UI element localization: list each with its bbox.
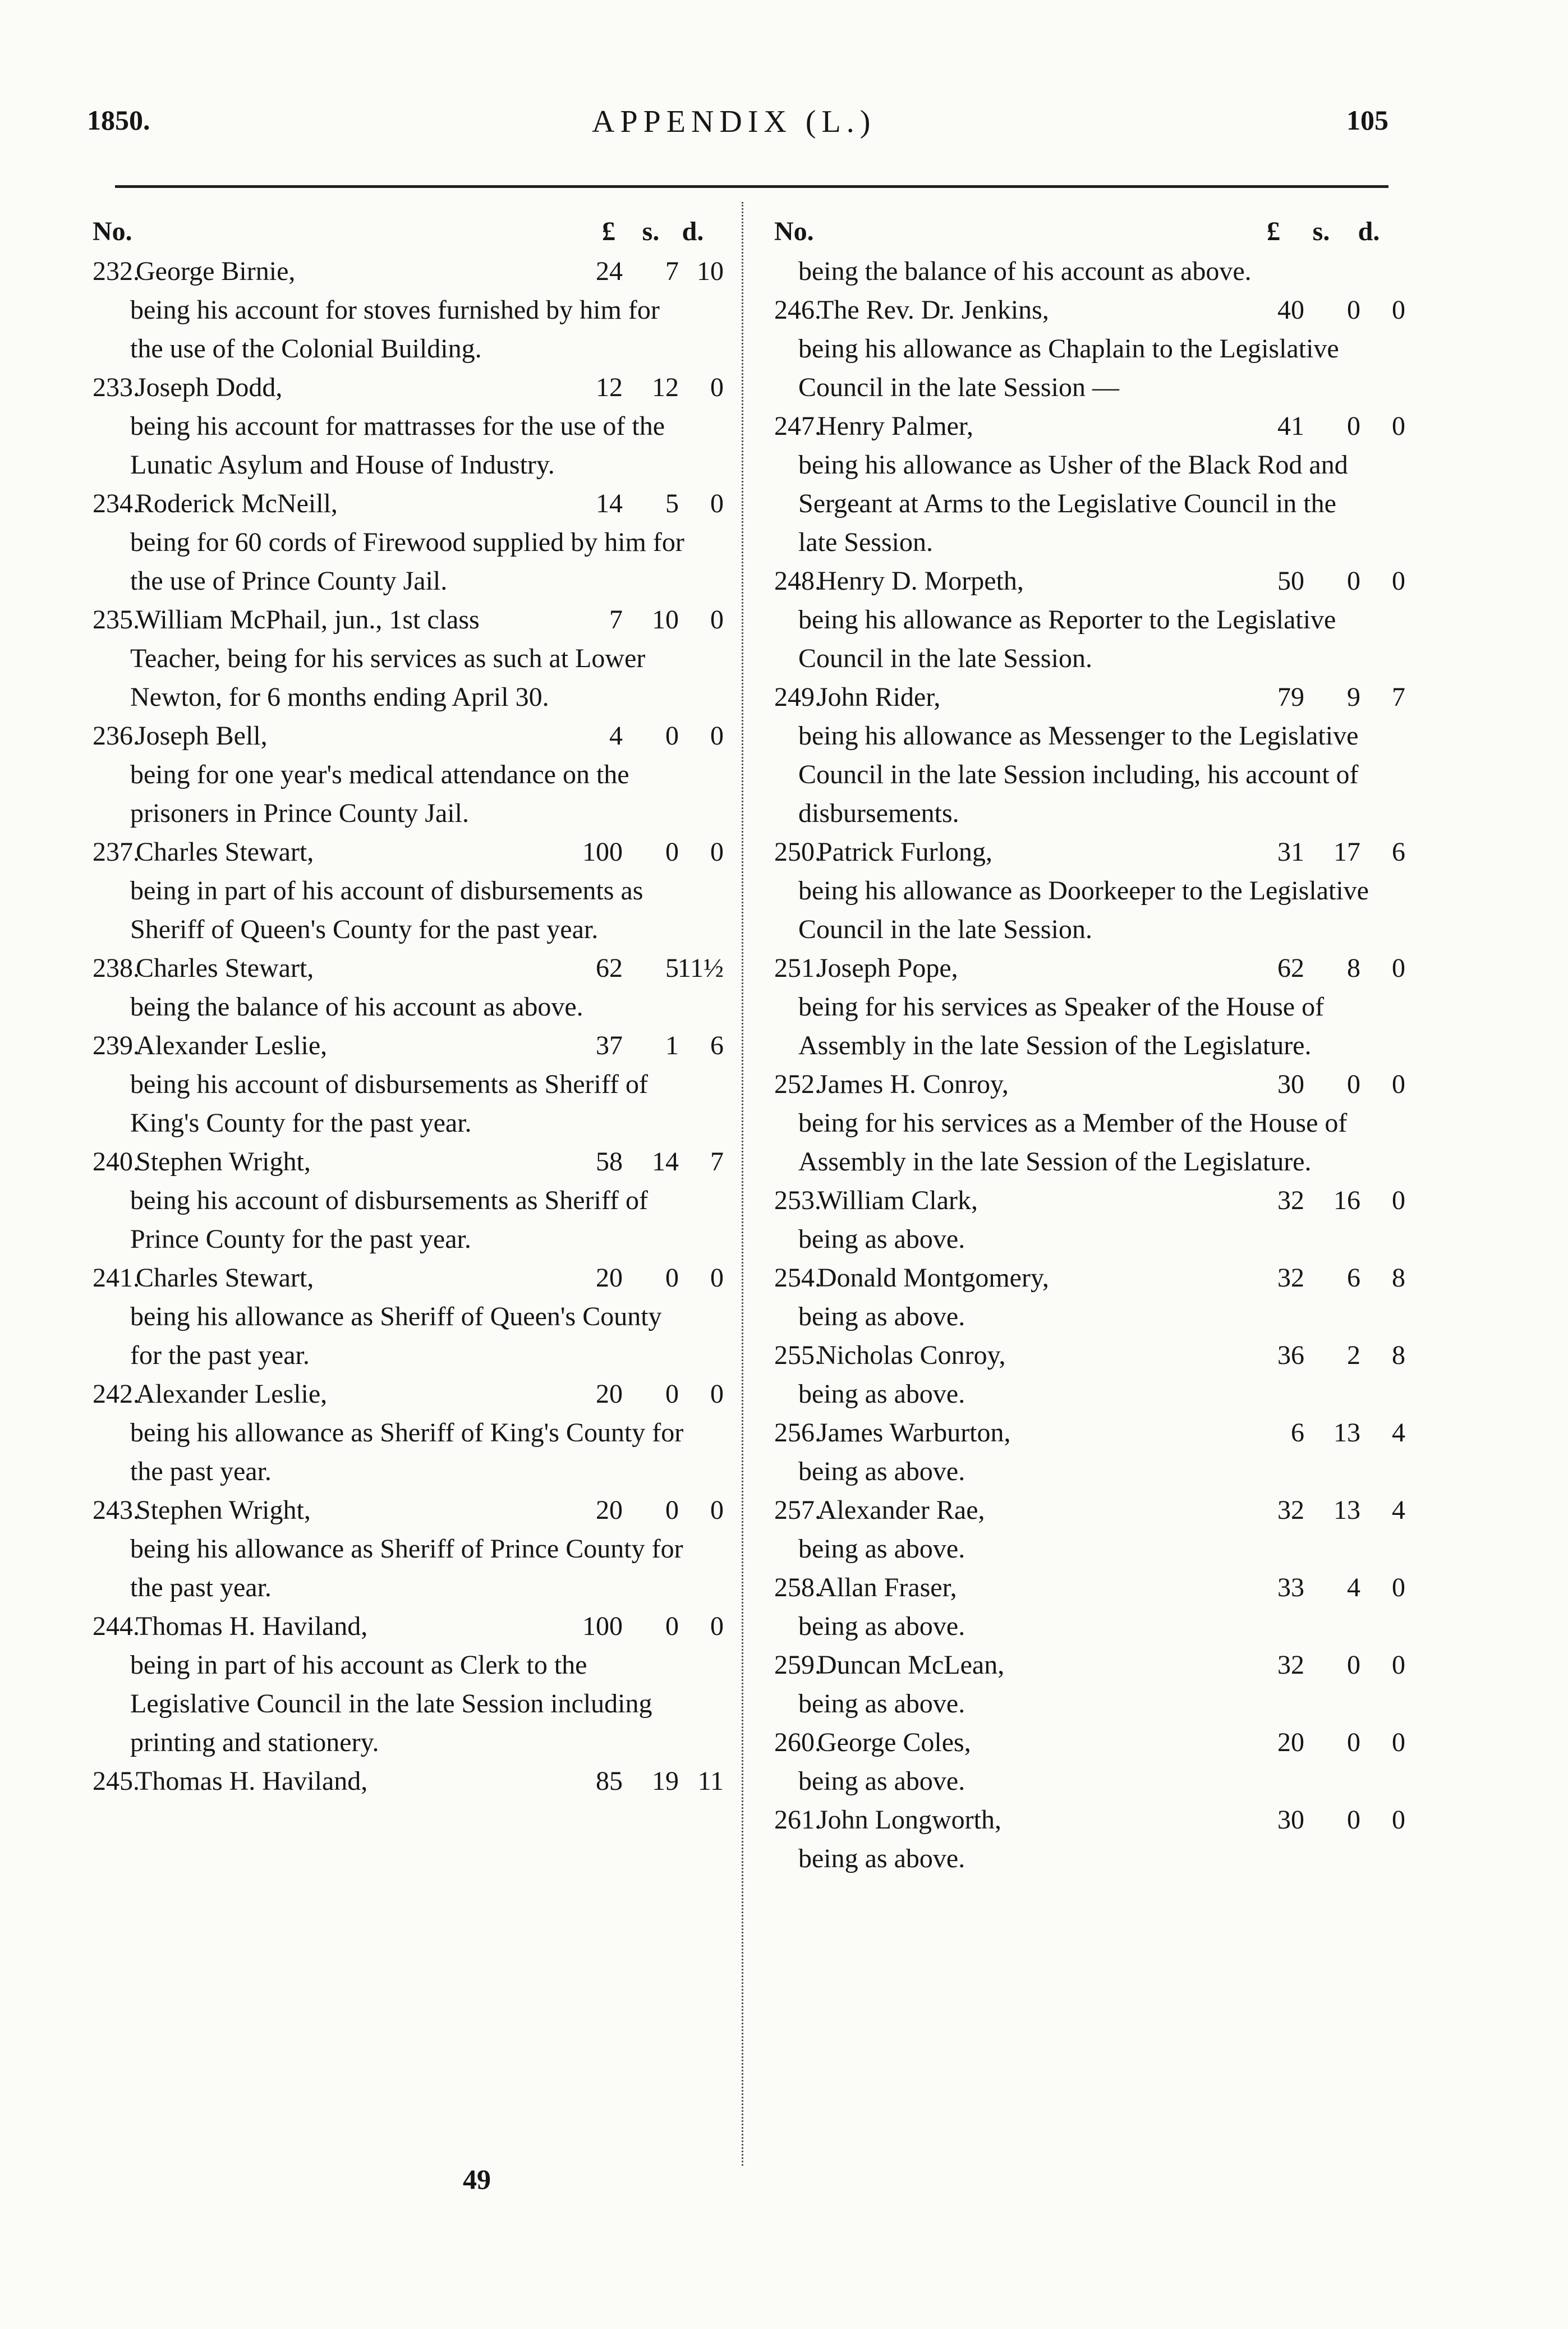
entry-description: being as above. (798, 1689, 965, 1719)
entry-number: 256. (774, 1418, 821, 1448)
entry-name: Nicholas Conroy, (817, 1340, 1006, 1370)
col-pence-label: d. (682, 217, 704, 246)
entry-description: being as above. (798, 1379, 965, 1409)
entry-name: Charles Stewart, (136, 953, 314, 983)
entry-description: being as above. (798, 1611, 965, 1641)
entry-shillings: 6 (1347, 1263, 1360, 1293)
entry-pounds: 20 (596, 1495, 623, 1525)
entry-name: William McPhail, jun., 1st class (136, 605, 480, 635)
entry-heading (84, 1026, 724, 1065)
ledger-entry (766, 833, 1405, 949)
ledger-entry (766, 1065, 1405, 1181)
ledger-entry (766, 678, 1405, 833)
entry-pence: 0 (1392, 1805, 1405, 1835)
entry-name: Joseph Dodd, (136, 373, 283, 402)
entry-heading (766, 1800, 1405, 1839)
entry-heading (84, 1258, 724, 1297)
entry-heading (84, 1375, 724, 1413)
entry-shillings: 0 (1347, 411, 1360, 441)
entry-shillings: 4 (1347, 1573, 1360, 1602)
entry-heading (766, 678, 1405, 716)
entry-number: 260. (774, 1728, 821, 1757)
entry-pence: 0 (710, 373, 724, 402)
entry-pence: 6 (1392, 837, 1405, 867)
entry-name: Alexander Leslie, (136, 1031, 328, 1060)
entry-pence: 0 (710, 1263, 724, 1293)
entry-name: Duncan McLean, (817, 1650, 1005, 1680)
entry-name: Patrick Furlong, (817, 837, 992, 867)
entry-heading (766, 833, 1405, 871)
entry-number: 244. (93, 1611, 140, 1641)
ledger-entry (84, 252, 724, 368)
entry-heading (84, 1491, 724, 1529)
entry-pounds: 32 (1277, 1495, 1304, 1525)
entry-description: being as above. (798, 1302, 965, 1331)
entry-pounds: 85 (596, 1766, 623, 1796)
entry-shillings: 10 (652, 605, 679, 635)
entry-number: 255. (774, 1340, 821, 1370)
ledger-entry (766, 1336, 1405, 1413)
ledger-entry (766, 1646, 1405, 1723)
entry-pence: 0 (1392, 566, 1405, 596)
entry-number: 238. (93, 953, 140, 983)
entry-pounds: 33 (1277, 1573, 1304, 1602)
entry-shillings: 0 (665, 1611, 679, 1641)
entry-pounds: 6 (1291, 1418, 1304, 1448)
entry-heading (84, 1607, 724, 1646)
entry-number: 245. (93, 1766, 140, 1796)
entry-pence: 0 (710, 605, 724, 635)
entry-name: John Rider, (817, 682, 941, 712)
ledger-entry (84, 1762, 724, 1800)
ledger-entry (84, 1375, 724, 1491)
entry-pence: 0 (710, 489, 724, 518)
page-number: 105 (1346, 104, 1388, 136)
entry-name: Joseph Bell, (136, 721, 268, 751)
entry-name: George Birnie, (136, 256, 296, 286)
entry-heading (766, 562, 1405, 600)
entry-pence: 0 (1392, 295, 1405, 325)
entry-name: Alexander Leslie, (136, 1379, 328, 1409)
entry-pence: 11 (697, 1766, 724, 1796)
col-shilling-label: s. (1312, 217, 1330, 246)
entry-shillings: 19 (652, 1766, 679, 1796)
entry-pounds: 14 (596, 489, 623, 518)
col-pence-label: d. (1358, 217, 1380, 246)
ledger-entry (766, 1491, 1405, 1568)
entry-name: Stephen Wright, (136, 1147, 311, 1177)
entry-number: 257. (774, 1495, 821, 1525)
col-no-label: No. (93, 217, 132, 246)
entry-number: 247. (774, 411, 821, 441)
entry-name: William Clark, (817, 1186, 978, 1215)
entry-pounds: 62 (596, 953, 623, 983)
entry-pounds: 4 (609, 721, 623, 751)
entry-pence: 0 (710, 1611, 724, 1641)
entry-heading (766, 1646, 1405, 1684)
entry-heading (84, 949, 724, 987)
ledger-entry (84, 1607, 724, 1762)
entry-pence: 0 (1392, 1069, 1405, 1099)
ledger-entry (84, 1142, 724, 1258)
entry-number: 246. (774, 295, 821, 325)
entry-name: Charles Stewart, (136, 837, 314, 867)
entry-number: 241. (93, 1263, 140, 1293)
entry-description: being in part of his account as Clerk to the Legislative Council in the late Session including printing and stationery. (130, 1650, 652, 1757)
ledger-entry (766, 407, 1405, 562)
entry-pounds: 7 (609, 605, 623, 635)
entry-pounds: 24 (596, 256, 623, 286)
entry-number: 250. (774, 837, 821, 867)
entry-name: Henry D. Morpeth, (817, 566, 1024, 596)
entry-description: being for 60 cords of Firewood supplied by him for the use of Prince County Jail. (130, 527, 684, 596)
header-title: APPENDIX (L.) (592, 104, 876, 139)
entry-pounds: 100 (582, 837, 623, 867)
entry-heading (766, 1181, 1405, 1220)
entry-description: being as above. (798, 1766, 965, 1796)
entry-description: being as above. (798, 1457, 965, 1486)
entry-pounds: 50 (1277, 566, 1304, 596)
entry-name: John Longworth, (817, 1805, 1001, 1835)
col-pound-label: £ (1267, 217, 1280, 246)
col-pound-label: £ (602, 217, 615, 246)
entry-pounds: 30 (1277, 1069, 1304, 1099)
entry-pence: 8 (1392, 1263, 1405, 1293)
entry-pounds: 41 (1277, 411, 1304, 441)
ledger-entry (766, 1568, 1405, 1646)
entry-pence: 0 (710, 837, 724, 867)
ledger-entry (766, 1800, 1405, 1878)
entry-pence: 0 (1392, 411, 1405, 441)
right-column (766, 216, 1405, 1878)
entry-number: 251. (774, 953, 821, 983)
entry-shillings: 0 (665, 1263, 679, 1293)
ledger-entry (84, 1026, 724, 1142)
entry-description: being as above. (798, 1534, 965, 1564)
entry-number: 261. (774, 1805, 821, 1835)
entry-number: 234. (93, 489, 140, 518)
entry-shillings: 0 (665, 1495, 679, 1525)
entry-shillings: 0 (665, 837, 679, 867)
entry-name: Alexander Rae, (817, 1495, 985, 1525)
entry-number: 233. (93, 373, 140, 402)
entry-heading (766, 1065, 1405, 1104)
entry-pounds: 31 (1277, 837, 1304, 867)
entry-shillings: 0 (1347, 1728, 1360, 1757)
entry-number: 254. (774, 1263, 821, 1293)
entry-pounds: 37 (596, 1031, 623, 1060)
entry-pence: 0 (710, 1495, 724, 1525)
entry-description: being his account of disbursements as Sheriff of Prince County for the past year. (130, 1186, 648, 1254)
entry-pounds: 36 (1277, 1340, 1304, 1370)
entry-pence: 0 (1392, 953, 1405, 983)
left-column (84, 216, 724, 1800)
entry-description: being his allowance as Chaplain to the Legislative Council in the late Session — (798, 334, 1339, 402)
entry-heading (84, 600, 724, 639)
entry-pence: 0 (1392, 1650, 1405, 1680)
entry-shillings: 0 (1347, 1650, 1360, 1680)
entry-pounds: 20 (596, 1379, 623, 1409)
col-shilling-label: s. (642, 217, 660, 246)
entry-name: Henry Palmer, (817, 411, 973, 441)
entry-pence: 4 (1392, 1418, 1405, 1448)
entry-description: being his allowance as Sheriff of Queen's County for the past year. (130, 1302, 662, 1370)
entry-pence: 11½ (677, 953, 724, 983)
entry-pounds: 32 (1277, 1263, 1304, 1293)
right-column-header (766, 216, 1400, 252)
entry-pounds: 62 (1277, 953, 1304, 983)
entry-heading (766, 1568, 1405, 1607)
entry-description: being the balance of his account as above. (798, 256, 1252, 286)
entry-shillings: 8 (1347, 953, 1360, 983)
entry-pence: 4 (1392, 1495, 1405, 1525)
entry-heading (766, 1491, 1405, 1529)
ledger-entry (84, 368, 724, 484)
entry-description: being his allowance as Messenger to the Legislative Council in the late Session including, his account of disbursements. (798, 721, 1359, 828)
entry-number: 236. (93, 721, 140, 751)
ledger-entry (84, 716, 724, 833)
entry-description: being in part of his account of disbursements as Sheriff of Queen's County for the past year. (130, 876, 643, 944)
entry-number: 249. (774, 682, 821, 712)
ledger-entry (84, 600, 724, 716)
entry-pounds: 40 (1277, 295, 1304, 325)
entry-pounds: 79 (1277, 682, 1304, 712)
entry-pence: 6 (710, 1031, 724, 1060)
entry-pounds: 100 (582, 1611, 623, 1641)
entry-pence: 7 (710, 1147, 724, 1177)
ledger-entry (766, 562, 1405, 678)
column-divider (742, 202, 743, 2166)
entry-pence: 10 (697, 256, 724, 286)
entry-number: 243. (93, 1495, 140, 1525)
entry-description: being his allowance as Sheriff of Prince County for the past year. (130, 1534, 683, 1602)
entry-number: 232. (93, 256, 140, 286)
entry-heading (84, 252, 724, 291)
entry-heading (766, 291, 1405, 329)
entry-pence: 0 (1392, 1728, 1405, 1757)
ledger-entry (84, 1491, 724, 1607)
entry-description: being his account for stoves furnished by him for the use of the Colonial Building. (130, 295, 660, 364)
ledger-entry (766, 1181, 1405, 1258)
entry-shillings: 5 (665, 489, 679, 518)
entry-pounds: 32 (1277, 1186, 1304, 1215)
entry-description: being for his services as a Member of the House of Assembly in the late Session of the Legislature. (798, 1108, 1348, 1177)
entry-description: being his account of disbursements as Sheriff of King's County for the past year. (130, 1069, 648, 1138)
right-entries (766, 252, 1405, 1878)
ledger-entry (84, 484, 724, 600)
col-no-label: No. (774, 217, 814, 246)
entry-heading (84, 484, 724, 523)
entry-heading (766, 1336, 1405, 1375)
entry-number: 258. (774, 1573, 821, 1602)
entry-heading (766, 407, 1405, 445)
entry-heading (84, 833, 724, 871)
signature-mark: 49 (463, 2163, 491, 2195)
entry-pence: 8 (1392, 1340, 1405, 1370)
entry-pounds: 30 (1277, 1805, 1304, 1835)
entry-pounds: 20 (1277, 1728, 1304, 1757)
entry-description: being as above. (798, 1224, 965, 1254)
entry-name: Thomas H. Haviland, (136, 1611, 368, 1641)
ledger-entry (766, 291, 1405, 407)
entry-pence: 7 (1392, 682, 1405, 712)
entry-shillings: 13 (1334, 1495, 1360, 1525)
entry-shillings: 0 (665, 721, 679, 751)
entry-heading (84, 368, 724, 407)
entry-shillings: 13 (1334, 1418, 1360, 1448)
entry-shillings: 0 (665, 1379, 679, 1409)
entry-pounds: 32 (1277, 1650, 1304, 1680)
entry-heading (766, 949, 1405, 987)
entry-pence: 0 (1392, 1573, 1405, 1602)
entry-description: being for one year's medical attendance on the prisoners in Prince County Jail. (130, 760, 629, 828)
entry-pounds: 12 (596, 373, 623, 402)
entry-number: 239. (93, 1031, 140, 1060)
ledger-entry (766, 949, 1405, 1065)
entry-heading (84, 1142, 724, 1181)
entry-shillings: 17 (1334, 837, 1360, 867)
entry-description: being for his services as Speaker of the House of Assembly in the late Session of the Legislature. (798, 992, 1325, 1060)
header-year: 1850. (87, 104, 150, 136)
ledger-entry (84, 1258, 724, 1375)
ledger-entry (766, 1723, 1405, 1800)
entry-description: being his allowance as Sheriff of King's County for the past year. (130, 1418, 684, 1486)
entry-name: Thomas H. Haviland, (136, 1766, 368, 1796)
entry-shillings: 16 (1334, 1186, 1360, 1215)
entry-shillings: 2 (1347, 1340, 1360, 1370)
ledger-entry (766, 252, 1400, 291)
entry-shillings: 0 (1347, 1805, 1360, 1835)
entry-shillings: 14 (652, 1147, 679, 1177)
entry-shillings: 12 (652, 373, 679, 402)
entry-number: 259. (774, 1650, 821, 1680)
entry-name: Roderick McNeill, (136, 489, 338, 518)
ledger-entry (84, 949, 724, 1026)
ledger-entry (84, 833, 724, 949)
entry-pence: 0 (1392, 1186, 1405, 1215)
entry-name: The Rev. Dr. Jenkins, (817, 295, 1049, 325)
entry-description: being as above. (798, 1844, 965, 1873)
entry-name: Charles Stewart, (136, 1263, 314, 1293)
entry-number: 253. (774, 1186, 821, 1215)
entry-number: 237. (93, 837, 140, 867)
entry-pounds: 20 (596, 1263, 623, 1293)
ledger-entry (766, 1413, 1405, 1491)
entry-name: Allan Fraser, (817, 1573, 957, 1602)
entry-shillings: 0 (1347, 295, 1360, 325)
entry-heading (84, 716, 724, 755)
left-entries (84, 252, 724, 1800)
entry-pence: 0 (710, 1379, 724, 1409)
entry-heading (766, 1723, 1405, 1762)
entry-description: being his allowance as Usher of the Black Rod and Sergeant at Arms to the Legislative Council in the late Session. (798, 450, 1348, 557)
entry-description: being his allowance as Reporter to the Legislative Council in the late Session. (798, 605, 1336, 673)
entry-name: Stephen Wright, (136, 1495, 311, 1525)
entry-number: 242. (93, 1379, 140, 1409)
entry-shillings: 7 (665, 256, 679, 286)
entry-number: 235. (93, 605, 140, 635)
entry-number: 252. (774, 1069, 821, 1099)
entry-name: Donald Montgomery, (817, 1263, 1049, 1293)
entry-description: being his account for mattrasses for the use of the Lunatic Asylum and House of Industry. (130, 411, 665, 480)
entry-shillings: 5 (665, 953, 679, 983)
entry-heading (766, 1258, 1405, 1297)
entry-shillings: 0 (1347, 566, 1360, 596)
entry-description: Teacher, being for his services as such at Lower Newton, for 6 months ending April 30. (130, 644, 646, 712)
entry-shillings: 9 (1347, 682, 1360, 712)
entry-name: George Coles, (817, 1728, 971, 1757)
entry-number: 240. (93, 1147, 140, 1177)
entry-number: 248. (774, 566, 821, 596)
header-rule (115, 185, 1388, 188)
entry-shillings: 1 (665, 1031, 679, 1060)
entry-description: being his allowance as Doorkeeper to the Legislative Council in the late Session. (798, 876, 1369, 944)
entry-pounds: 58 (596, 1147, 623, 1177)
entry-description: being the balance of his account as above. (130, 992, 583, 1022)
entry-name: James H. Conroy, (817, 1069, 1009, 1099)
entry-pence: 0 (710, 721, 724, 751)
entry-name: Joseph Pope, (817, 953, 958, 983)
entry-name: James Warburton, (817, 1418, 1011, 1448)
entry-shillings: 0 (1347, 1069, 1360, 1099)
entry-heading (766, 1413, 1405, 1452)
ledger-entry (766, 1258, 1405, 1336)
left-column-header (84, 216, 718, 252)
entry-heading (84, 1762, 724, 1800)
page-header (87, 104, 1388, 154)
